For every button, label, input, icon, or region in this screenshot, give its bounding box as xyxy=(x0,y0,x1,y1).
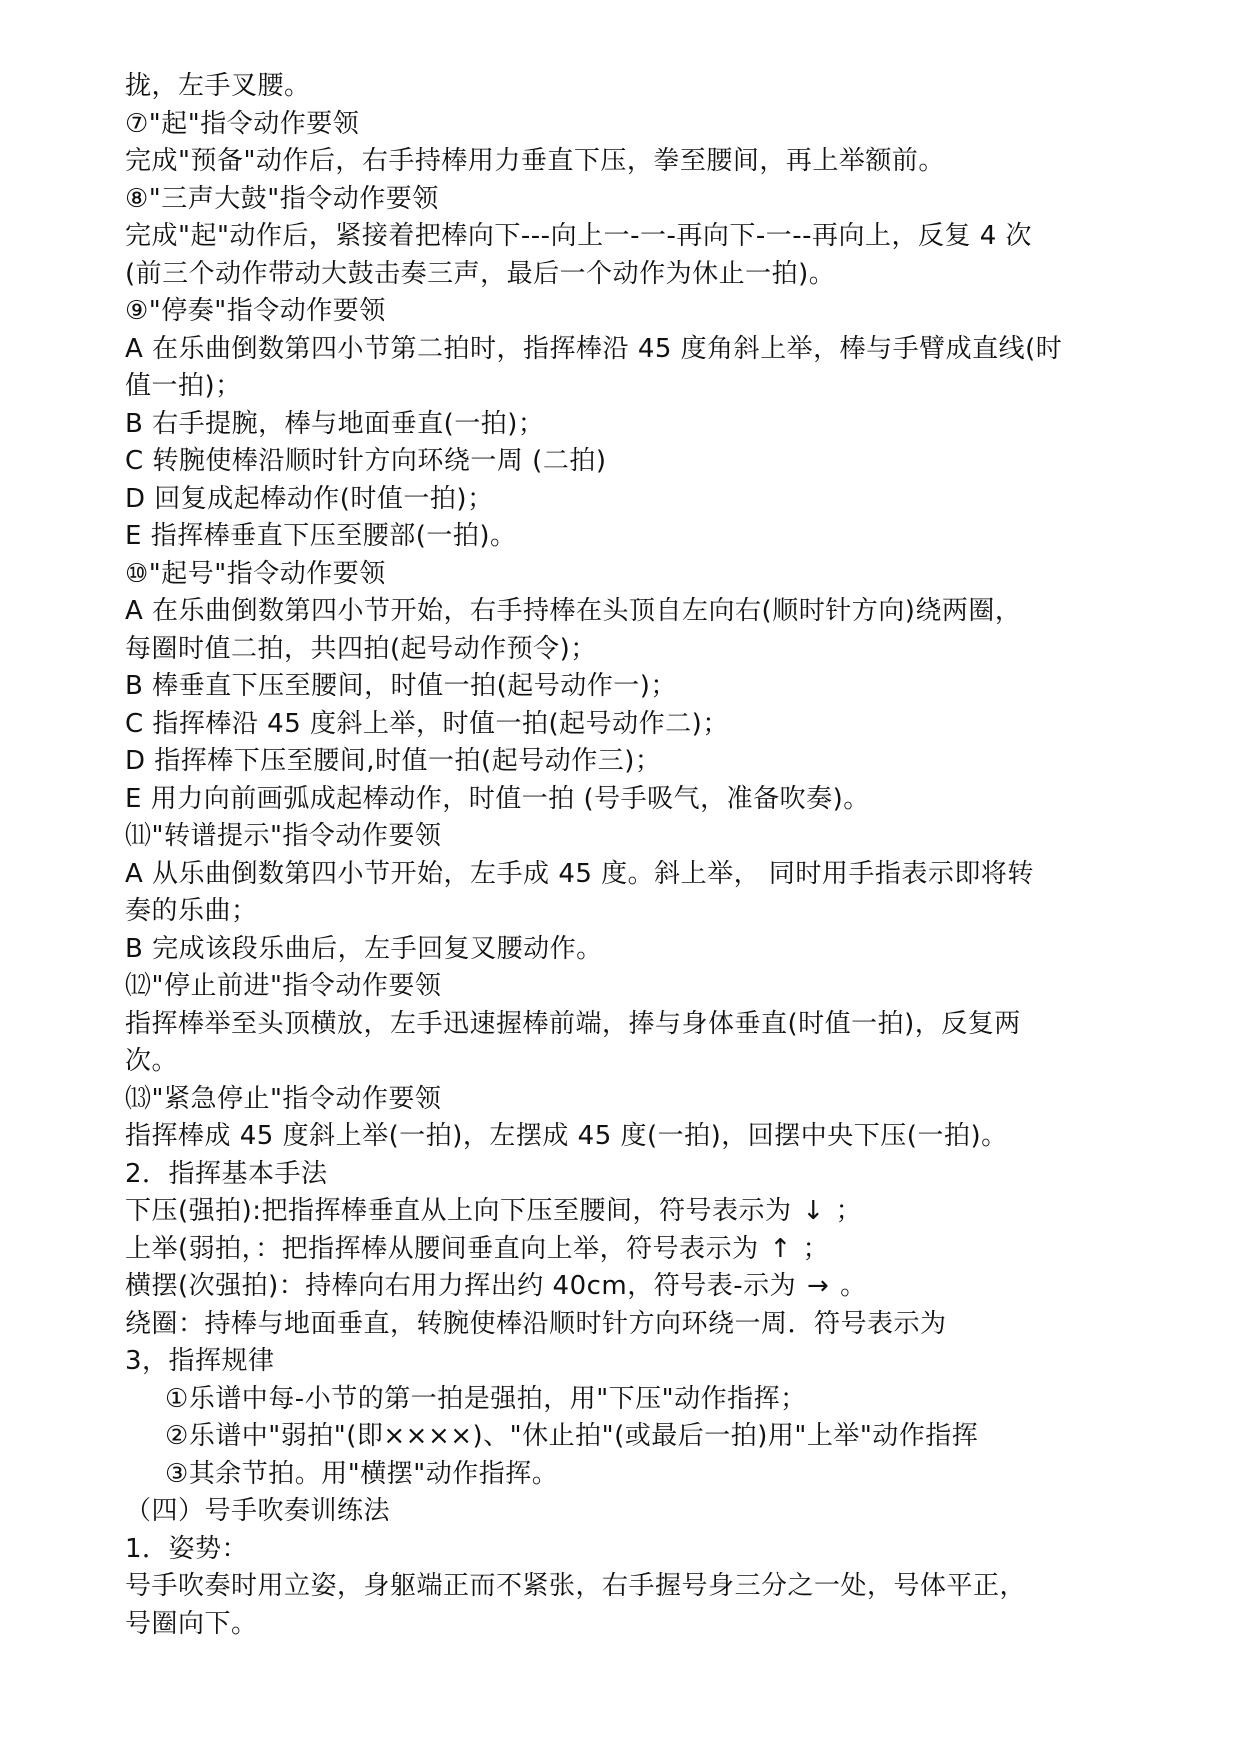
text-line: 每圈时值二拍，共四拍(起号动作预令)； xyxy=(125,633,597,664)
subsection-heading: 1．姿势： xyxy=(125,1533,249,1564)
technique-line-downstroke xyxy=(125,1193,1130,1231)
text-line: 拢，左手叉腰。 xyxy=(125,71,311,101)
text-line: C 指挥棒沿 45 度斜上举，时值一拍(起号动作二)； xyxy=(125,708,729,739)
subsection-heading: 2．指挥基本手法 xyxy=(125,1158,328,1189)
document-page xyxy=(125,68,1130,1643)
rule-item: ①乐谱中每-小节的第一拍是强拍，用"下压"动作指挥； xyxy=(165,1383,807,1414)
section-heading: ⒀"紧急停止"指令动作要领 xyxy=(125,1083,442,1114)
text-line: D 指挥棒下压至腰间,时值一拍(起号动作三)； xyxy=(125,746,662,776)
section-heading: ⑾"转谱提示"指令动作要领 xyxy=(125,821,442,851)
text-line: A 从乐曲倒数第四小节开始，左手成 45 度。斜上举， 同时用手指表示即将转 xyxy=(125,858,1034,889)
text-line: (前三个动作带动大鼓击奏三声，最后一个动作为休止一拍)。 xyxy=(125,258,836,289)
section-heading: ⑩"起号"指令动作要领 xyxy=(125,558,386,589)
text-line: A 在乐曲倒数第四小节第二拍时，指挥棒沿 45 度角斜上举，棒与手臂成直线(时 xyxy=(125,333,1063,364)
section-heading: ⑦"起"指令动作要领 xyxy=(125,108,360,139)
technique-line-sideswing xyxy=(125,1268,1130,1306)
text-line: 次。 xyxy=(125,1046,179,1076)
text-line: B 完成该段乐曲后，左手回复叉腰动作。 xyxy=(125,933,603,964)
text-line: E 用力向前画弧成起棒动作，时值一拍 (号手吸气，准备吹奏)。 xyxy=(125,783,870,814)
technique-end: ； xyxy=(802,1233,830,1264)
section-heading: ⑧"三声大鼓"指令动作要领 xyxy=(125,183,439,214)
technique-end: 。 xyxy=(840,1271,867,1301)
text-line: 值一拍)； xyxy=(125,371,242,401)
right-arrow-icon: → xyxy=(806,1271,830,1301)
text-line: 号手吹奏时用立姿，身躯端正而不紧张，右手握号身三分之一处，号体平正， xyxy=(125,1571,1027,1601)
up-arrow-icon: ↑ xyxy=(769,1233,792,1264)
technique-line-upstroke xyxy=(125,1231,1130,1269)
text-line: 完成"起"动作后，紧接着把棒向下---向上一-一-再向下-一--再向上，反复 4 次 xyxy=(125,221,1033,251)
text-line: 指挥棒成 45 度斜上举(一拍)，左摆成 45 度(一拍)，回摆中央下压(一拍)。 xyxy=(125,1121,1008,1151)
text-line: D 回复成起棒动作(时值一拍)； xyxy=(125,483,494,514)
text-line: 号圈向下。 xyxy=(125,1608,258,1639)
text-line: B 棒垂直下压至腰间，时值一拍(起号动作一)； xyxy=(125,671,677,701)
technique-end: ； xyxy=(835,1196,863,1226)
section-heading: ⑿"停止前进"指令动作要领 xyxy=(125,971,442,1001)
down-arrow-icon: ↓ xyxy=(802,1196,825,1226)
subsection-heading: 3，指挥规律 xyxy=(125,1346,275,1376)
section-heading: （四）号手吹奏训练法 xyxy=(125,1496,391,1526)
rule-item: ②乐谱中"弱拍"(即××××)、"休止拍"(或最后一拍)用"上举"动作指挥 xyxy=(165,1421,979,1451)
text-line: C 转腕使棒沿顺时针方向环绕一周 (二拍) xyxy=(125,446,607,476)
section-heading: ⑨"停奏"指令动作要领 xyxy=(125,296,386,326)
technique-line-circle: 绕圈：持棒与地面垂直，转腕使棒沿顺时针方向环绕一周．符号表示为 xyxy=(125,1308,947,1339)
text-line: 指挥棒举至头顶横放，左手迅速握棒前端，捧与身体垂直(时值一拍)，反复两 xyxy=(125,1008,1021,1039)
technique-text: 横摆(次强拍)：持棒向右用力挥出约 40cm，符号表-示为 xyxy=(125,1271,797,1301)
text-line: A 在乐曲倒数第四小节开始，右手持棒在头顶自左向右(顺时针方向)绕两圈， xyxy=(125,596,1022,626)
text-line: E 指挥棒垂直下压至腰部(一拍)。 xyxy=(125,521,517,551)
technique-text: 上举(弱拍，：把指挥棒从腰间垂直向上举，符号表示为 xyxy=(125,1233,759,1264)
text-line: 完成"预备"动作后，右手持棒用力垂直下压，拳至腰间，再上举额前。 xyxy=(125,146,945,176)
technique-text: 下压(强拍):把指挥棒垂直从上向下压至腰间，符号表示为 xyxy=(125,1196,792,1226)
rule-item: ③其余节拍。用"横摆"动作指挥。 xyxy=(165,1458,559,1489)
text-line: B 右手提腕，棒与地面垂直(一拍)； xyxy=(125,408,545,439)
text-line: 奏的乐曲； xyxy=(125,896,258,926)
